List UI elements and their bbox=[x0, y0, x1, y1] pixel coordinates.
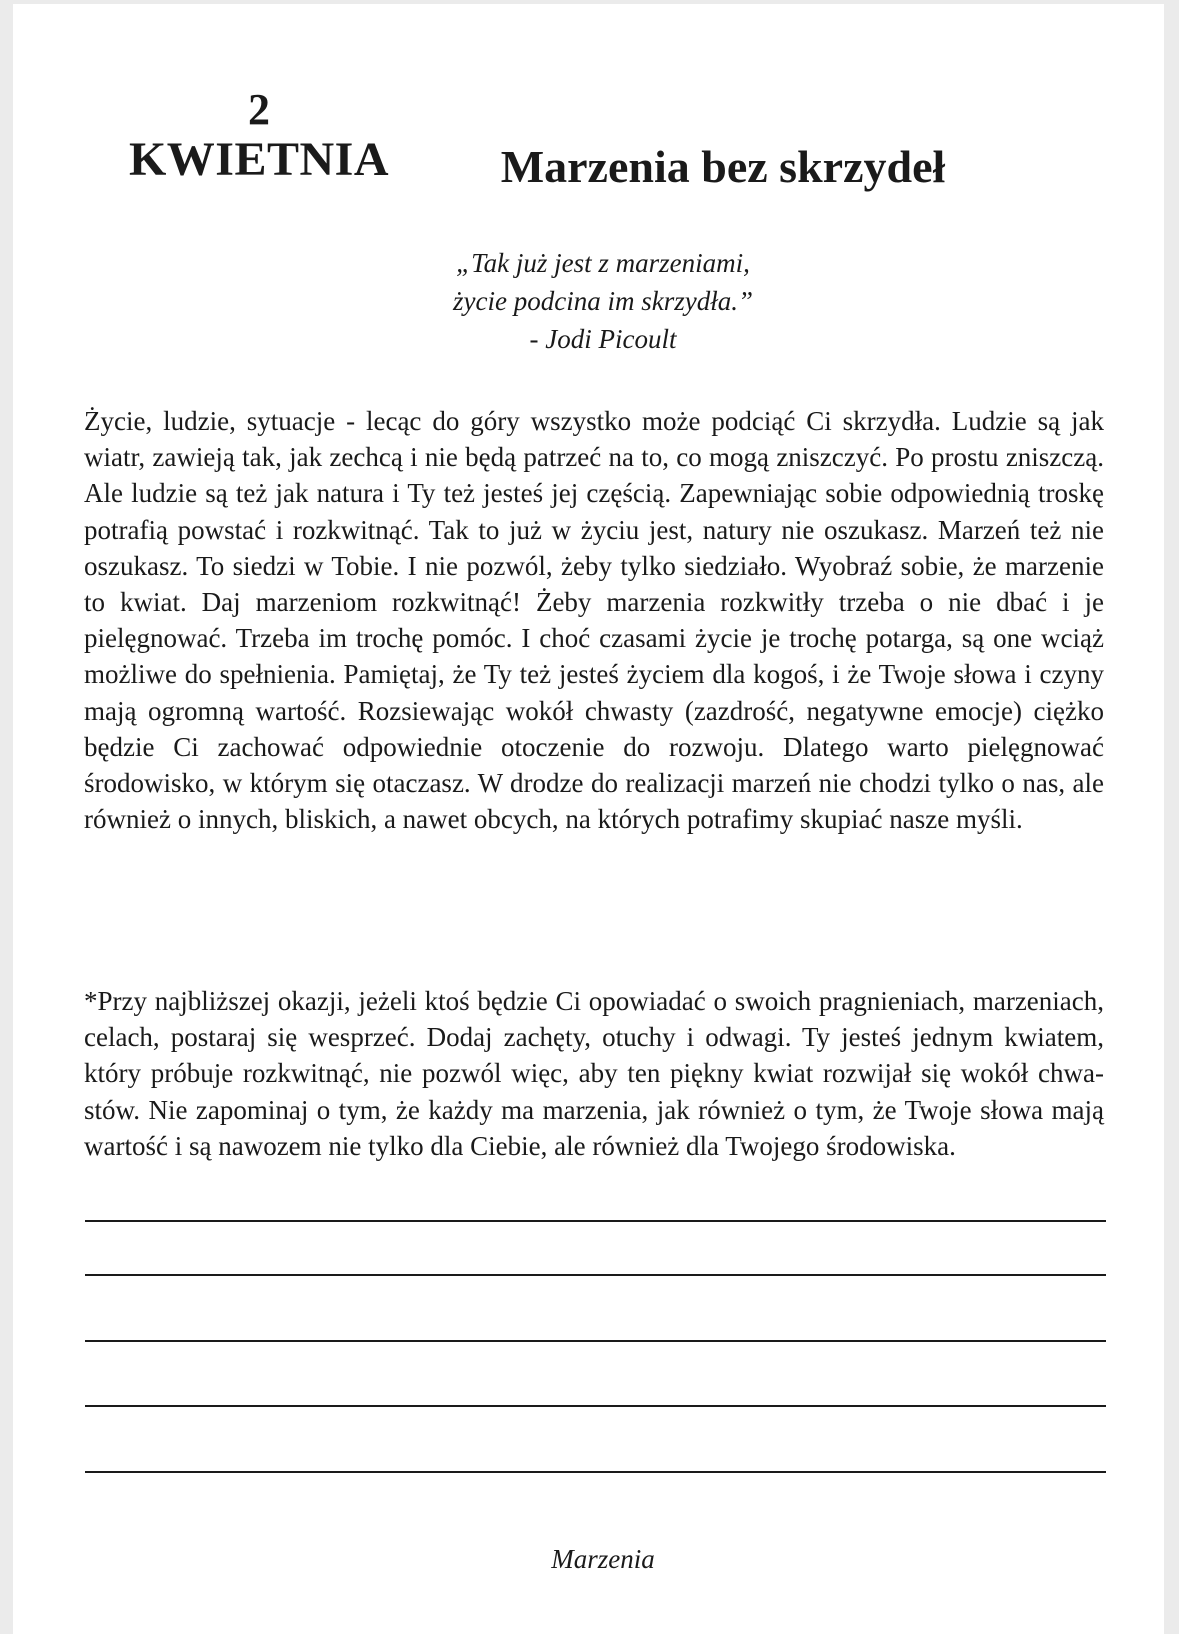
body-paragraph-2: *Przy najbliższej okazji, jeżeli ktoś będzie Ci opowiadać o swoich pragnieniach, marzeniach, celach, postaraj się wesprzeć. Dodaj zachęty, otuchy i odwagi. Ty jesteś jednym kwiatem, który próbuje rozkwitnąć, nie pozwól więc, aby ten piękny kwiat rozwijał się wokół chwastów. Nie zapominaj o tym, że każdy ma marzenia, jak również o tym, że Twoje słowa mają wartość i są nawozem nie tylko dla Ciebie, ale również dla Twojego środowiska. bbox=[84, 986, 1104, 1161]
epigraph-quote bbox=[313, 244, 893, 358]
date-month: KWIETNIA bbox=[128, 133, 390, 186]
quote-author: - Jodi Picoult bbox=[529, 324, 677, 354]
page-title: Marzenia bez skrzydeł bbox=[500, 141, 946, 192]
writing-line-2[interactable] bbox=[85, 1274, 1106, 1276]
body-paragraph-1: Życie, ludzie, sytuacje - lecąc do góry wszystko może podciąć Ci skrzydła. Ludzie są jak wiatr, zawieją tak, jak zechcą i nie będą patrzeć na to, co mogą zniszczyć. Po prostu zniszczą. Ale ludzie są też jak natura i Ty też jesteś jej częścią. Zapewniając sobie odpowiednią troskę potrafią powstać i rozkwitnąć. Tak to już w życiu jest, natury nie oszukasz. Marzeń też nie oszukasz. To siedzi w Tobie. I nie pozwól, żeby tylko siedziało. Wyobraź sobie, że marzenie to kwiat. Daj marzeniom rozkwitnąć! Żeby marzenia rozkwitły trzeba o nie dbać i je pielęgnować. Trzeba im trochę pomóc. I choć czasami życie je trochę potarga, są one wciąż możliwe do spełnienia. Pamiętaj, że Ty też jesteś życiem dla kogoś, i że Twoje słowa i czyny mają ogromną wartość. Rozsiewając wokół chwasty (zazdrość, negatywne emocje) ciężko będzie Ci zachować odpowiednie otoczenie do rozwoju. Dlatego warto pielęgnować środowisko, w którym się otaczasz. W drodze do realizacji marzeń nie chodzi tylko o nas, ale również o innych, bliskich, a nawet obcych, na których potrafimy skupiać nasze myśli. bbox=[84, 406, 1104, 835]
page-footer: Marzenia bbox=[551, 1544, 655, 1574]
date-heading bbox=[119, 85, 399, 186]
writing-line-5[interactable] bbox=[85, 1471, 1106, 1473]
book-page bbox=[13, 4, 1164, 1634]
quote-line-1: „Tak już jest z marzeniami, bbox=[456, 248, 750, 278]
writing-line-1[interactable] bbox=[85, 1220, 1106, 1222]
quote-line-2: życie podcina im skrzydła.” bbox=[453, 286, 753, 316]
date-day: 2 bbox=[248, 85, 270, 134]
writing-line-4[interactable] bbox=[85, 1405, 1106, 1407]
writing-line-3[interactable] bbox=[85, 1340, 1106, 1342]
